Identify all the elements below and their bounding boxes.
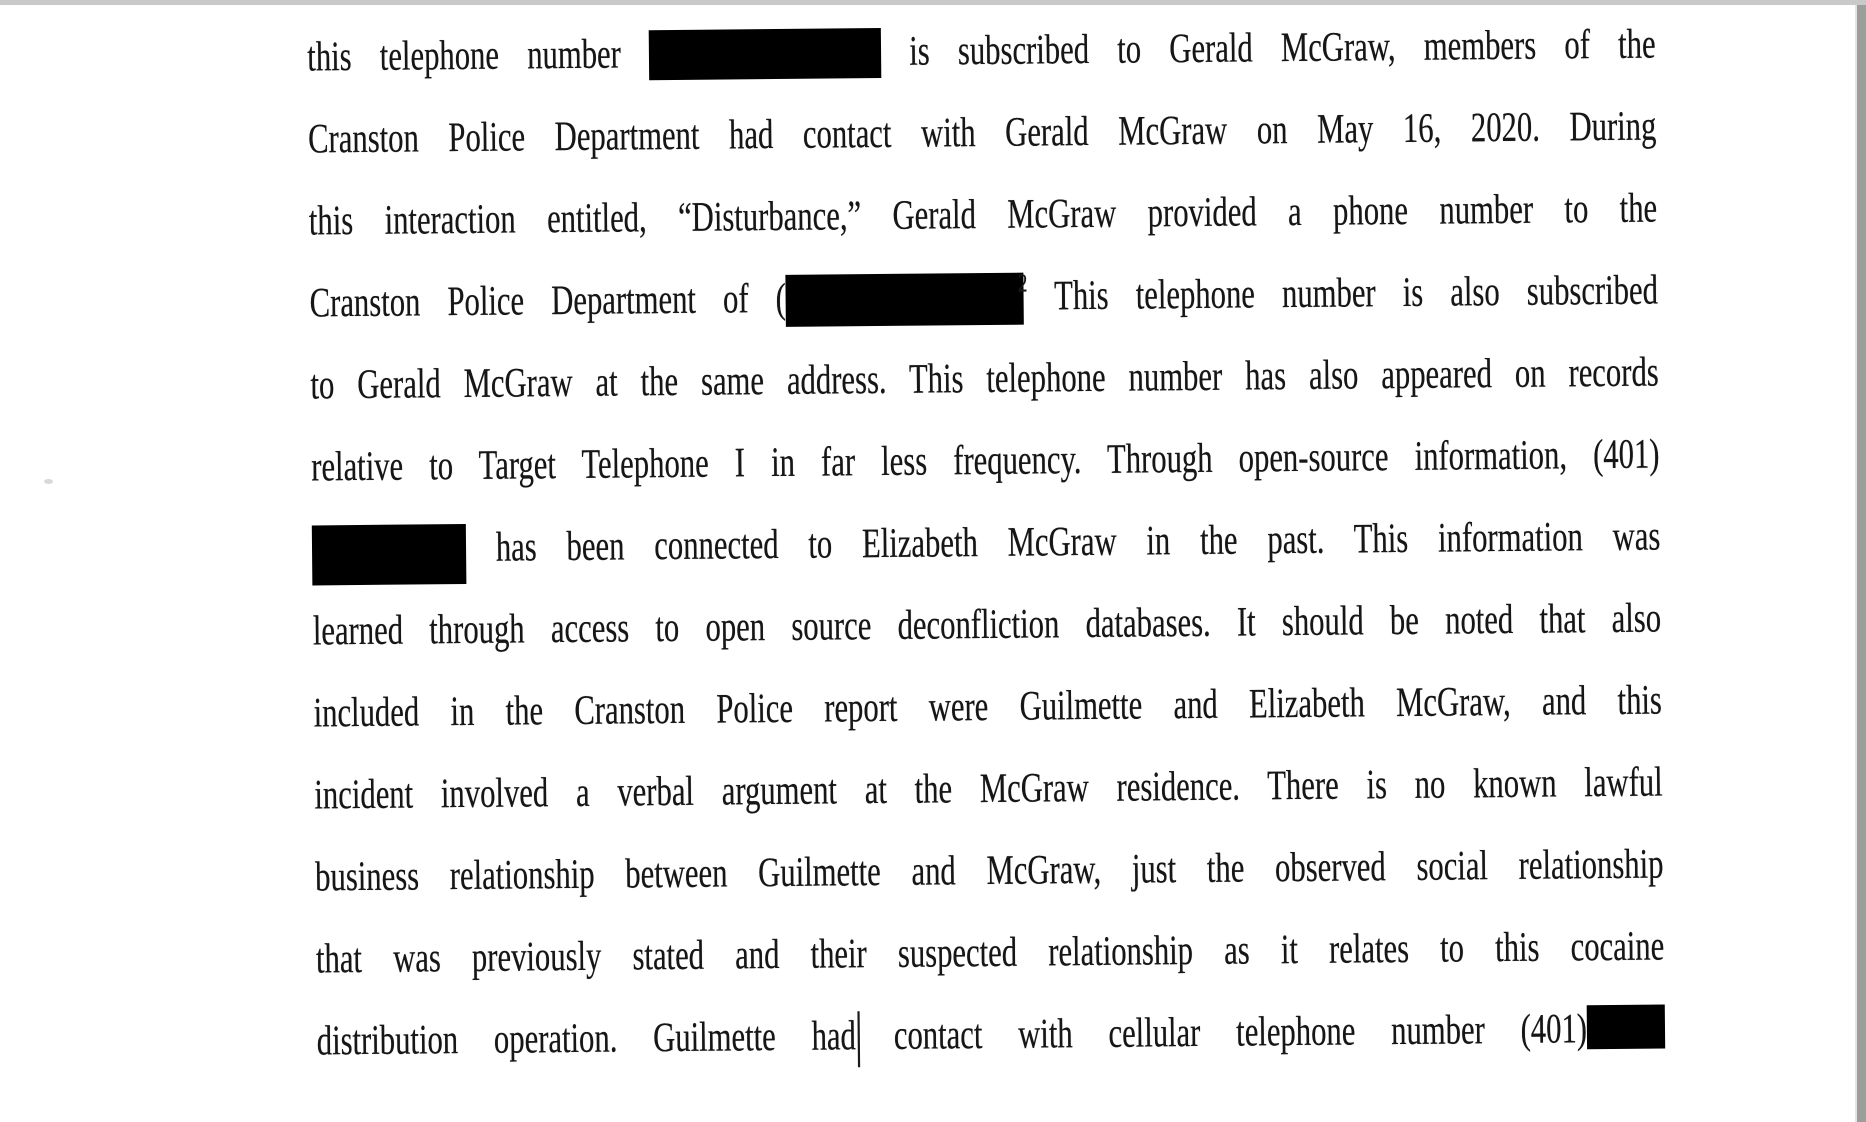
text-segment: distribution operation. Guilmette had bbox=[316, 1013, 857, 1065]
text-segment: learned through access to open source deconfliction databases. It should be noted that also bbox=[312, 595, 1662, 655]
text-segment: relative to Target Telephone I in far less frequency. Through open-source information, (401) bbox=[311, 431, 1660, 491]
redaction-box bbox=[312, 524, 467, 585]
footnote-reference: 2 bbox=[1017, 268, 1028, 298]
document-text-block bbox=[307, 4, 1665, 1083]
text-line-9 bbox=[313, 660, 1662, 755]
text-cursor bbox=[857, 1011, 860, 1067]
text-line-13 bbox=[316, 988, 1665, 1083]
text-segment: is subscribed to Gerald McGraw, members of the bbox=[909, 21, 1656, 75]
scan-top-edge bbox=[0, 0, 1866, 5]
text-segment: Cranston Police Department of ( bbox=[309, 275, 787, 327]
text-segment: This telephone number is also subscribed bbox=[1053, 267, 1659, 320]
redaction-box bbox=[786, 273, 1024, 327]
text-line-7 bbox=[312, 496, 1661, 591]
text-segment: to Gerald McGraw at the same address. This telephone number has also appeared on records bbox=[310, 349, 1659, 409]
text-segment: contact with cellular telephone number (401) bbox=[893, 1006, 1588, 1059]
redaction-box bbox=[1587, 1005, 1665, 1050]
text-line-10 bbox=[314, 742, 1663, 837]
text-segment: has been connected to Elizabeth McGraw in the past. This information was bbox=[495, 513, 1661, 571]
text-line-11 bbox=[315, 824, 1664, 919]
text-segment: included in the Cranston Police report were Guilmette and Elizabeth McGraw, and this bbox=[313, 677, 1663, 737]
text-line-2 bbox=[308, 86, 1657, 181]
scan-right-edge bbox=[1857, 3, 1866, 1122]
text-segment: Cranston Police Department had contact with Gerald McGraw on May 16, 2020. During bbox=[307, 103, 1657, 163]
redaction-box bbox=[649, 28, 881, 80]
text-line-5 bbox=[310, 332, 1659, 427]
text-line-6 bbox=[311, 414, 1660, 509]
text-line-12 bbox=[316, 906, 1665, 1001]
text-segment: that was previously stated and their suspected relationship as it relates to this cocaine bbox=[315, 923, 1665, 983]
text-segment: this interaction entitled, “Disturbance,” Gerald McGraw provided a phone number to the bbox=[308, 185, 1658, 245]
text-segment: business relationship between Guilmette and McGraw, just the observed social relationship bbox=[314, 841, 1664, 901]
document-lines bbox=[307, 4, 1665, 1083]
text-line-4 bbox=[309, 250, 1658, 345]
text-segment: incident involved a verbal argument at the McGraw residence. There is no known lawful bbox=[314, 759, 1663, 819]
text-segment: this telephone number bbox=[307, 31, 622, 81]
text-line-8 bbox=[312, 578, 1661, 673]
scan-speck bbox=[44, 479, 53, 484]
text-line-3 bbox=[308, 168, 1657, 263]
text-line-1 bbox=[307, 4, 1656, 99]
